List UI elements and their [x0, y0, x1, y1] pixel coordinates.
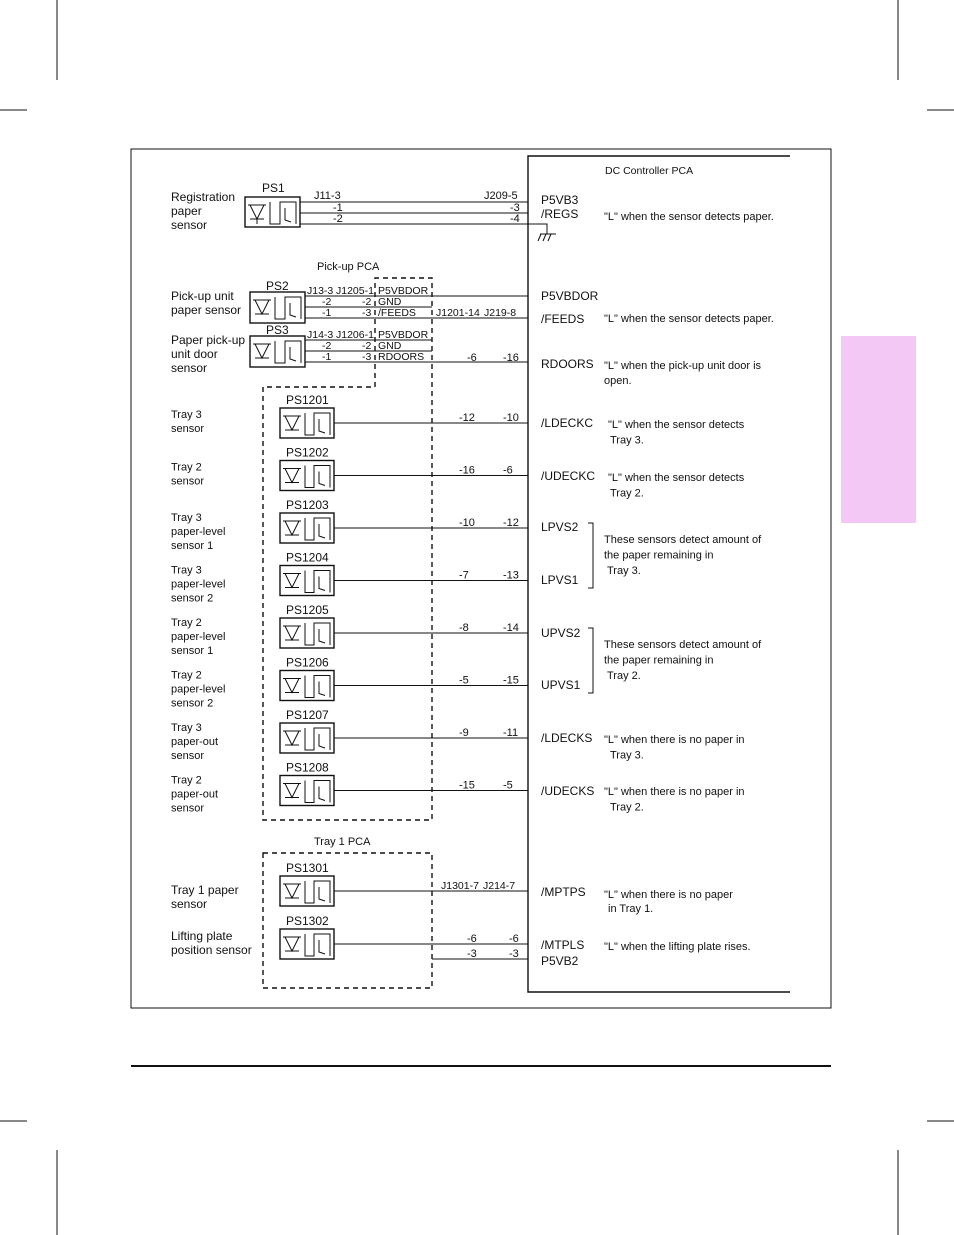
- signal-desc-line: the paper remaining in: [604, 549, 714, 562]
- ps1302-desc: "L" when the lifting plate rises.: [604, 941, 751, 953]
- pin-left: -16: [459, 464, 475, 477]
- ps1302-sig-2: P5VB2: [541, 954, 579, 968]
- pin-left: -9: [459, 727, 469, 739]
- sensor-label-line: Tray 3: [171, 512, 202, 524]
- ps1301-label-1: Tray 1 paper: [171, 883, 239, 897]
- pin-right: -5: [503, 779, 513, 792]
- ps1-sensor-icon: [245, 197, 300, 227]
- pin-left: -15: [459, 779, 475, 792]
- ps2-pin-a2: -1: [322, 307, 332, 319]
- ps1302-pin-r1: -6: [509, 933, 519, 945]
- ps3-block: [171, 323, 762, 387]
- sensor-label-line: sensor 2: [171, 592, 214, 605]
- signal-desc-line: Tray 3.: [607, 565, 641, 577]
- ps3-sensor-icon: [250, 336, 305, 367]
- sensor-label-line: Tray 3: [171, 564, 202, 577]
- sensor-row-ps1205: [171, 603, 528, 657]
- ps2-conn-c: J1201-14: [436, 307, 480, 319]
- ps3-pin-a1: -2: [322, 340, 332, 352]
- sensor-label-line: sensor 2: [171, 697, 214, 710]
- ps1-label-3: sensor: [171, 218, 208, 232]
- sensor-label-line: sensor: [171, 475, 205, 488]
- ps1-pin-l2: -2: [333, 213, 343, 225]
- sensor-name: PS1208: [286, 760, 329, 775]
- ps2-sig-2: /FEEDS: [541, 312, 585, 326]
- pin-left: -12: [459, 412, 475, 424]
- pin-right: -10: [503, 412, 519, 424]
- ps1301-sig: /MPTPS: [541, 885, 586, 899]
- ps2-sig-1: P5VBDOR: [541, 289, 599, 303]
- ps1-sig-1: P5VB3: [541, 193, 579, 207]
- sensor-row-ps1206: [171, 656, 528, 710]
- ps3-pin-c: -6: [467, 352, 477, 364]
- signal-desc-line: "L" when there is no paper in: [604, 786, 745, 798]
- photo-sensor-icon: [280, 461, 334, 491]
- ps2-pin-b2: -3: [362, 307, 372, 319]
- ps1-block: [171, 181, 774, 241]
- sensor-name: PS1206: [286, 655, 329, 670]
- ps1302-pin-l1: -6: [467, 933, 477, 945]
- ps3-label-3: sensor: [171, 361, 208, 375]
- ps1301-desc-2: in Tray 1.: [608, 903, 654, 915]
- signal-desc-line: "L" when the sensor detects: [608, 472, 745, 484]
- sensor-row-ps1204: [171, 551, 528, 605]
- sensor-label-line: paper-level: [171, 526, 226, 538]
- controller-title: DC Controller PCA: [605, 165, 694, 177]
- ps1-name: PS1: [262, 181, 285, 195]
- ps2-label-1: Pick-up unit: [171, 289, 234, 303]
- signal-name: LPVS2: [541, 520, 579, 534]
- ps1301-name: PS1301: [286, 861, 329, 875]
- signal-name: /LDECKS: [541, 731, 593, 745]
- ground-icon: [528, 224, 556, 241]
- controller-signals: [541, 416, 762, 814]
- upvs-bracket: [588, 628, 593, 693]
- signal-name: /UDECKS: [541, 784, 595, 798]
- sensor-label-line: Tray 2: [171, 774, 202, 787]
- lpvs-bracket: [588, 523, 593, 588]
- sensor-label-line: Tray 2: [171, 669, 202, 682]
- ps3-sig: RDOORS: [541, 357, 594, 371]
- signal-name: LPVS1: [541, 573, 579, 587]
- signal-desc-line: Tray 3.: [610, 434, 644, 447]
- ps1302-sig-1: /MTPLS: [541, 938, 585, 952]
- ps2-pin-a1: -2: [322, 296, 332, 308]
- ps1301-desc-1: "L" when there is no paper: [604, 889, 733, 901]
- pickup-pca-title: Pick-up PCA: [317, 261, 380, 273]
- pin-right: -13: [503, 569, 519, 582]
- signal-desc-line: "L" when the sensor detects: [608, 419, 745, 431]
- pin-right: -12: [503, 517, 519, 529]
- ps1302-pin-r2: -3: [509, 948, 519, 960]
- signal-desc-line: Tray 2.: [610, 801, 644, 814]
- ps3-desc-2: open.: [604, 375, 632, 387]
- signal-desc-line: "L" when there is no paper in: [604, 734, 745, 746]
- ps2-conn-a: J13-3: [307, 285, 334, 297]
- photo-sensor-icon: [280, 566, 334, 596]
- sensor-label-line: paper-level: [171, 683, 226, 696]
- sensor-name: PS1202: [286, 445, 329, 460]
- ps1-pin-r1: -3: [510, 202, 520, 214]
- ps2-pin-b1: -2: [362, 296, 372, 308]
- ps3-desc-1: "L" when the pick-up unit door is: [604, 360, 762, 372]
- sensor-label-line: sensor: [171, 423, 205, 435]
- sensor-name: PS1205: [286, 603, 329, 617]
- sensor-label-line: Tray 2: [171, 617, 202, 629]
- tray-sensor-rows: [171, 393, 762, 815]
- ps3-pin-b2: -3: [362, 351, 372, 363]
- ps1302-label-2: position sensor: [171, 943, 252, 957]
- ps3-net-2: GND: [378, 340, 402, 352]
- pin-right: -14: [503, 622, 519, 634]
- pin-left: -10: [459, 517, 475, 529]
- ps2-label-2: paper sensor: [171, 303, 242, 317]
- signal-name: UPVS1: [541, 678, 581, 692]
- ps1302-name: PS1302: [286, 914, 329, 928]
- sensor-row-ps1202: [171, 446, 528, 491]
- signal-desc-line: Tray 2.: [607, 670, 641, 682]
- ps2-sensor-icon: [250, 292, 305, 323]
- photo-sensor-icon: [280, 618, 334, 648]
- photo-sensor-icon: [280, 513, 334, 543]
- ps1301-sensor-icon: [280, 876, 334, 906]
- ps1301-label-2: sensor: [171, 897, 208, 911]
- sensor-label-line: Tray 3: [171, 409, 202, 421]
- ps1301-conn-r: J214-7: [483, 880, 516, 892]
- ps1-desc: "L" when the sensor detects paper.: [604, 211, 774, 223]
- ps3-pin-b1: -2: [362, 340, 372, 352]
- ps2-desc: "L" when the sensor detects paper.: [604, 313, 774, 325]
- ps3-label-1: Paper pick-up: [171, 333, 246, 347]
- ps1301-block: [171, 861, 733, 915]
- tray1-pca-title: Tray 1 PCA: [314, 836, 371, 848]
- sensor-label-line: sensor: [171, 802, 205, 815]
- signal-name: UPVS2: [541, 626, 581, 640]
- ps1302-pin-l2: -3: [467, 948, 477, 960]
- photo-sensor-icon: [280, 723, 334, 753]
- photo-sensor-icon: [280, 776, 334, 806]
- sensor-label-line: sensor 1: [171, 540, 214, 552]
- signal-desc-line: Tray 3.: [610, 749, 644, 762]
- ps2-conn-b: J1205-1: [336, 285, 374, 297]
- ps2-name: PS2: [266, 279, 289, 293]
- pin-left: -7: [459, 569, 469, 582]
- ps3-net-1: P5VBDOR: [378, 329, 429, 341]
- ps2-conn-d: J219-8: [484, 307, 517, 319]
- ps1-label-2: paper: [171, 204, 202, 218]
- ps1-pin-l1: -1: [333, 202, 343, 214]
- ps3-conn-a: J14-3: [307, 329, 334, 341]
- signal-desc-line: Tray 2.: [610, 487, 644, 500]
- sensor-label-line: paper-out: [171, 736, 219, 748]
- sensor-name: PS1201: [286, 393, 329, 407]
- signal-desc-line: These sensors detect amount of: [604, 534, 762, 546]
- ps1302-label-1: Lifting plate: [171, 929, 233, 943]
- signal-name: /UDECKC: [541, 469, 596, 483]
- ps1302-sensor-icon: [280, 929, 334, 959]
- ps1301-conn-l: J1301-7: [441, 880, 479, 892]
- signal-desc-line: the paper remaining in: [604, 654, 714, 667]
- ps2-net-1: P5VBDOR: [378, 285, 429, 297]
- figure-frame: [131, 149, 831, 1008]
- sensor-label-line: Tray 2: [171, 461, 202, 474]
- sensor-label-line: paper-level: [171, 578, 226, 591]
- ps3-pin-a2: -1: [322, 351, 332, 363]
- pin-left: -5: [459, 674, 469, 687]
- sensor-name: PS1204: [286, 550, 329, 565]
- sensor-row-ps1203: [171, 498, 528, 552]
- pin-right: -6: [503, 464, 513, 477]
- sensor-label-line: sensor: [171, 750, 205, 762]
- sensor-label-line: paper-out: [171, 788, 219, 801]
- ps3-label-2: unit door: [171, 347, 218, 361]
- sensor-name: PS1203: [286, 498, 329, 512]
- ps3-name: PS3: [266, 323, 289, 337]
- sensor-row-ps1207: [171, 708, 528, 762]
- sensor-name: PS1207: [286, 708, 329, 722]
- pin-right: -11: [503, 727, 519, 739]
- signal-desc-line: These sensors detect amount of: [604, 639, 762, 651]
- ps1-sig-2: /REGS: [541, 207, 579, 221]
- ps3-net-3: RDOORS: [378, 351, 425, 363]
- sensor-label-line: sensor 1: [171, 645, 214, 657]
- sensor-label-line: Tray 3: [171, 722, 202, 734]
- pin-right: -15: [503, 674, 519, 687]
- ps2-block: [171, 279, 774, 326]
- pin-left: -8: [459, 622, 469, 634]
- ps1302-block: [171, 914, 751, 968]
- ps2-net-2: GND: [378, 296, 402, 308]
- ps1-conn-left: J11-3: [314, 190, 341, 202]
- sensor-row-ps1208: [171, 761, 528, 815]
- ps1-pin-r2: -4: [510, 213, 520, 225]
- photo-sensor-icon: [280, 671, 334, 701]
- ps1-label-1: Registration: [171, 190, 236, 204]
- ps3-conn-b: J1206-1: [336, 329, 374, 341]
- signal-name: /LDECKC: [541, 416, 594, 430]
- photo-sensor-icon: [280, 408, 334, 438]
- ps1-conn-right: J209-5: [484, 190, 518, 202]
- sensor-label-line: paper-level: [171, 631, 226, 643]
- sensor-row-ps1201: [171, 393, 528, 438]
- ps3-pin-d: -16: [503, 352, 519, 364]
- ps2-net-3: /FEEDS: [378, 307, 416, 319]
